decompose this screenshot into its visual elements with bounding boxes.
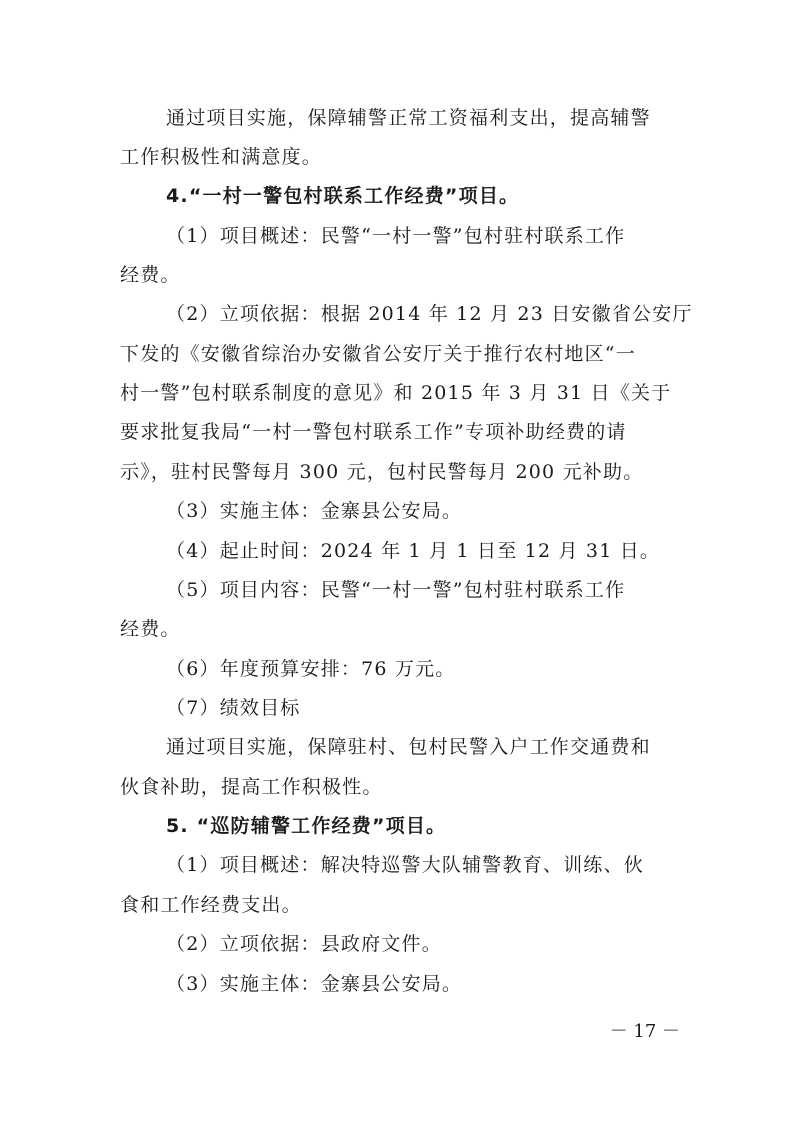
- paragraph-line: （1）项目概述：解决特巡警大队辅警教育、训练、伙: [166, 854, 644, 876]
- paragraph-line: 下发的《安徽省综治办安徽省公安厅关于推行农村地区“一: [120, 343, 636, 365]
- paragraph-line: 经费。: [120, 618, 181, 640]
- paragraph-line: 食和工作经费支出。: [120, 894, 302, 916]
- paragraph-line: 通过项目实施，保障辅警正常工资福利支出，提高辅警: [166, 107, 651, 129]
- paragraph-line: （2）立项依据：县政府文件。: [166, 933, 442, 955]
- paragraph-line: （4）起止时间：2024 年 1 月 1 日至 12 月 31 日。: [166, 540, 661, 562]
- paragraph-line: 村一警”包村联系制度的意见》和 2015 年 3 月 31 日《关于: [120, 382, 672, 404]
- section-heading: 5. “巡防辅警工作经费”项目。: [166, 815, 447, 837]
- paragraph-line: 经费。: [120, 264, 181, 286]
- paragraph-line: 要求批复我局“一村一警包村联系工作”专项补助经费的请: [120, 421, 627, 443]
- paragraph-line: （3）实施主体：金寨县公安局。: [166, 973, 463, 995]
- section-heading: 4.“一村一警包村联系工作经费”项目。: [166, 185, 520, 207]
- paragraph-line: 伙食补助，提高工作积极性。: [120, 776, 383, 798]
- paragraph-line: 示》，驻村民警每月 300 元，包村民警每月 200 元补助。: [120, 461, 644, 483]
- paragraph-line: （2）立项依据：根据 2014 年 12 月 23 日安徽省公安厅: [166, 303, 693, 325]
- paragraph-line: （3）实施主体：金寨县公安局。: [166, 500, 463, 522]
- page-number: － 17 －: [609, 1021, 680, 1042]
- paragraph-line: （1）项目概述：民警“一村一警”包村驻村联系工作: [166, 225, 626, 247]
- paragraph-line: （7）绩效目标: [166, 697, 301, 719]
- paragraph-line: 工作积极性和满意度。: [120, 146, 323, 168]
- paragraph-line: （6）年度预算安排：76 万元。: [166, 658, 456, 680]
- paragraph-line: 通过项目实施，保障驻村、包村民警入户工作交通费和: [166, 736, 651, 758]
- paragraph-line: （5）项目内容：民警“一村一警”包村驻村联系工作: [166, 579, 626, 601]
